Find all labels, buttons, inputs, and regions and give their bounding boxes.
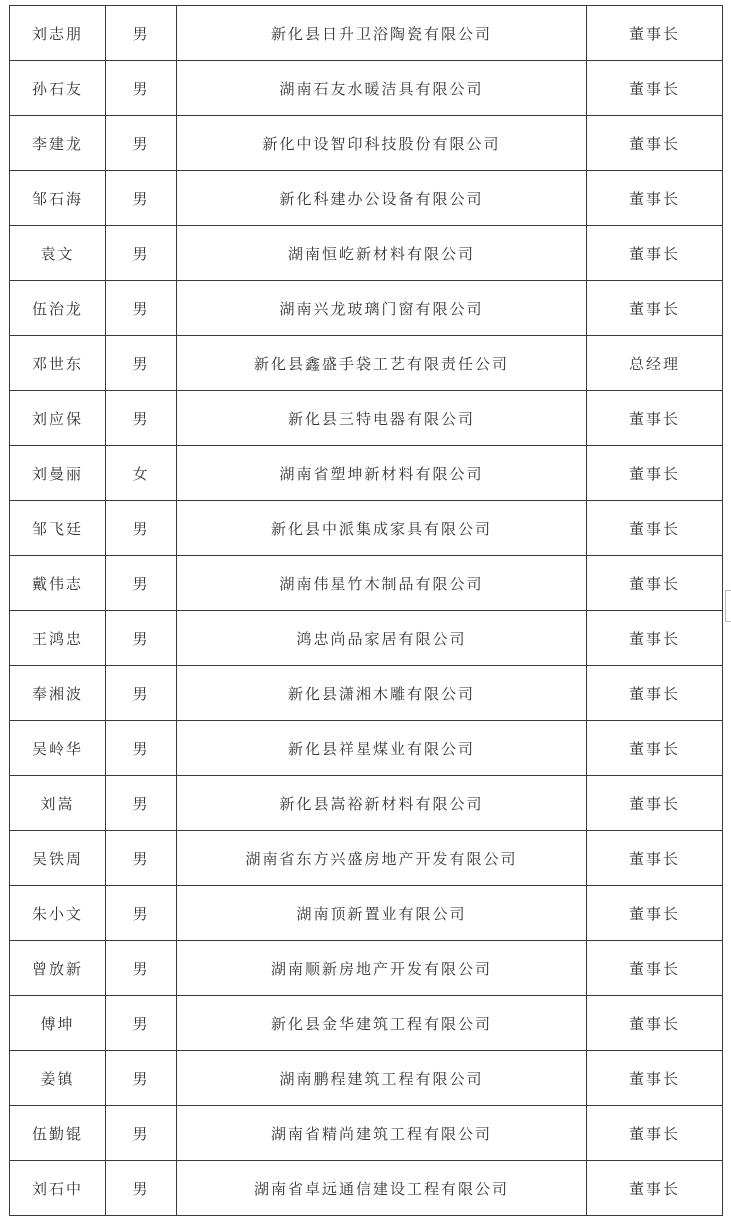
member-name-cell: 王鸿忠 [10, 611, 106, 666]
table-row [10, 446, 723, 501]
member-company-cell: 湖南鹏程建筑工程有限公司 [177, 1051, 587, 1106]
member-gender-cell: 女 [106, 446, 177, 501]
member-gender-cell: 男 [106, 1106, 177, 1161]
member-title-cell: 董事长 [587, 6, 723, 61]
member-company-cell: 湖南石友水暖洁具有限公司 [177, 61, 587, 116]
member-name-cell: 奉湘波 [10, 666, 106, 721]
scroll-edge-handle[interactable] [725, 590, 731, 622]
member-title-cell: 董事长 [587, 281, 723, 336]
member-title-cell: 董事长 [587, 611, 723, 666]
member-gender-cell: 男 [106, 1161, 177, 1216]
member-gender-cell: 男 [106, 941, 177, 996]
member-company-cell: 湖南省卓远通信建设工程有限公司 [177, 1161, 587, 1216]
member-gender-cell: 男 [106, 666, 177, 721]
member-company-cell: 新化县日升卫浴陶瓷有限公司 [177, 6, 587, 61]
member-company-cell: 湖南省塑坤新材料有限公司 [177, 446, 587, 501]
member-gender-cell: 男 [106, 721, 177, 776]
member-title-cell: 董事长 [587, 666, 723, 721]
member-title-cell: 董事长 [587, 1106, 723, 1161]
member-title-cell: 董事长 [587, 996, 723, 1051]
table-row [10, 996, 723, 1051]
table-row [10, 226, 723, 281]
table-row [10, 61, 723, 116]
table-row [10, 666, 723, 721]
member-title-cell: 董事长 [587, 61, 723, 116]
member-company-cell: 新化县三特电器有限公司 [177, 391, 587, 446]
member-name-cell: 曾放新 [10, 941, 106, 996]
member-company-cell: 湖南顶新置业有限公司 [177, 886, 587, 941]
table-row [10, 1161, 723, 1216]
member-gender-cell: 男 [106, 116, 177, 171]
member-name-cell: 吴铁周 [10, 831, 106, 886]
member-gender-cell: 男 [106, 886, 177, 941]
member-title-cell: 董事长 [587, 776, 723, 831]
member-name-cell: 姜镇 [10, 1051, 106, 1106]
member-name-cell: 吴岭华 [10, 721, 106, 776]
member-name-cell: 刘石中 [10, 1161, 106, 1216]
member-title-cell: 董事长 [587, 226, 723, 281]
table-row [10, 721, 723, 776]
member-gender-cell: 男 [106, 281, 177, 336]
member-name-cell: 袁文 [10, 226, 106, 281]
member-name-cell: 刘应保 [10, 391, 106, 446]
member-gender-cell: 男 [106, 391, 177, 446]
member-gender-cell: 男 [106, 501, 177, 556]
member-gender-cell: 男 [106, 226, 177, 281]
member-name-cell: 刘志朋 [10, 6, 106, 61]
table-row [10, 1106, 723, 1161]
member-company-cell: 新化中设智印科技股份有限公司 [177, 116, 587, 171]
member-gender-cell: 男 [106, 831, 177, 886]
member-title-cell: 总经理 [587, 336, 723, 391]
member-title-cell: 董事长 [587, 941, 723, 996]
member-gender-cell: 男 [106, 171, 177, 226]
table-row [10, 281, 723, 336]
member-company-cell: 新化科建办公设备有限公司 [177, 171, 587, 226]
member-title-cell: 董事长 [587, 446, 723, 501]
member-title-cell: 董事长 [587, 116, 723, 171]
member-name-cell: 刘曼丽 [10, 446, 106, 501]
table-row [10, 391, 723, 446]
member-company-cell: 湖南兴龙玻璃门窗有限公司 [177, 281, 587, 336]
member-company-cell: 湖南省精尚建筑工程有限公司 [177, 1106, 587, 1161]
member-gender-cell: 男 [106, 61, 177, 116]
member-gender-cell: 男 [106, 996, 177, 1051]
member-gender-cell: 男 [106, 556, 177, 611]
member-name-cell: 伍治龙 [10, 281, 106, 336]
table-row [10, 116, 723, 171]
member-name-cell: 朱小文 [10, 886, 106, 941]
member-name-cell: 刘嵩 [10, 776, 106, 831]
table-row [10, 556, 723, 611]
table-row [10, 1051, 723, 1106]
member-name-cell: 傅坤 [10, 996, 106, 1051]
member-name-cell: 邹飞廷 [10, 501, 106, 556]
member-company-cell: 新化县鑫盛手袋工艺有限责任公司 [177, 336, 587, 391]
member-title-cell: 董事长 [587, 501, 723, 556]
member-title-cell: 董事长 [587, 556, 723, 611]
member-company-cell: 新化县金华建筑工程有限公司 [177, 996, 587, 1051]
table-row [10, 831, 723, 886]
member-company-cell: 湖南省东方兴盛房地产开发有限公司 [177, 831, 587, 886]
member-title-cell: 董事长 [587, 1051, 723, 1106]
member-name-cell: 伍勤锟 [10, 1106, 106, 1161]
member-company-cell: 新化县嵩裕新材料有限公司 [177, 776, 587, 831]
member-title-cell: 董事长 [587, 1161, 723, 1216]
member-gender-cell: 男 [106, 6, 177, 61]
table-row [10, 336, 723, 391]
table-row [10, 886, 723, 941]
member-title-cell: 董事长 [587, 391, 723, 446]
member-company-cell: 湖南顺新房地产开发有限公司 [177, 941, 587, 996]
member-title-cell: 董事长 [587, 171, 723, 226]
table-row [10, 776, 723, 831]
member-company-cell: 湖南伟星竹木制品有限公司 [177, 556, 587, 611]
member-company-cell: 新化县中派集成家具有限公司 [177, 501, 587, 556]
member-gender-cell: 男 [106, 1051, 177, 1106]
member-title-cell: 董事长 [587, 721, 723, 776]
member-title-cell: 董事长 [587, 886, 723, 941]
member-name-cell: 李建龙 [10, 116, 106, 171]
member-table [9, 5, 723, 1216]
table-row [10, 941, 723, 996]
table-row [10, 171, 723, 226]
member-company-cell: 湖南恒屹新材料有限公司 [177, 226, 587, 281]
member-company-cell: 鸿忠尚品家居有限公司 [177, 611, 587, 666]
member-name-cell: 孙石友 [10, 61, 106, 116]
table-row [10, 6, 723, 61]
member-name-cell: 邓世东 [10, 336, 106, 391]
member-title-cell: 董事长 [587, 831, 723, 886]
member-gender-cell: 男 [106, 611, 177, 666]
table-row [10, 611, 723, 666]
member-name-cell: 戴伟志 [10, 556, 106, 611]
member-name-cell: 邹石海 [10, 171, 106, 226]
member-company-cell: 新化县潇湘木雕有限公司 [177, 666, 587, 721]
member-company-cell: 新化县祥星煤业有限公司 [177, 721, 587, 776]
member-table-body [10, 6, 723, 1216]
member-gender-cell: 男 [106, 776, 177, 831]
table-row [10, 501, 723, 556]
member-gender-cell: 男 [106, 336, 177, 391]
